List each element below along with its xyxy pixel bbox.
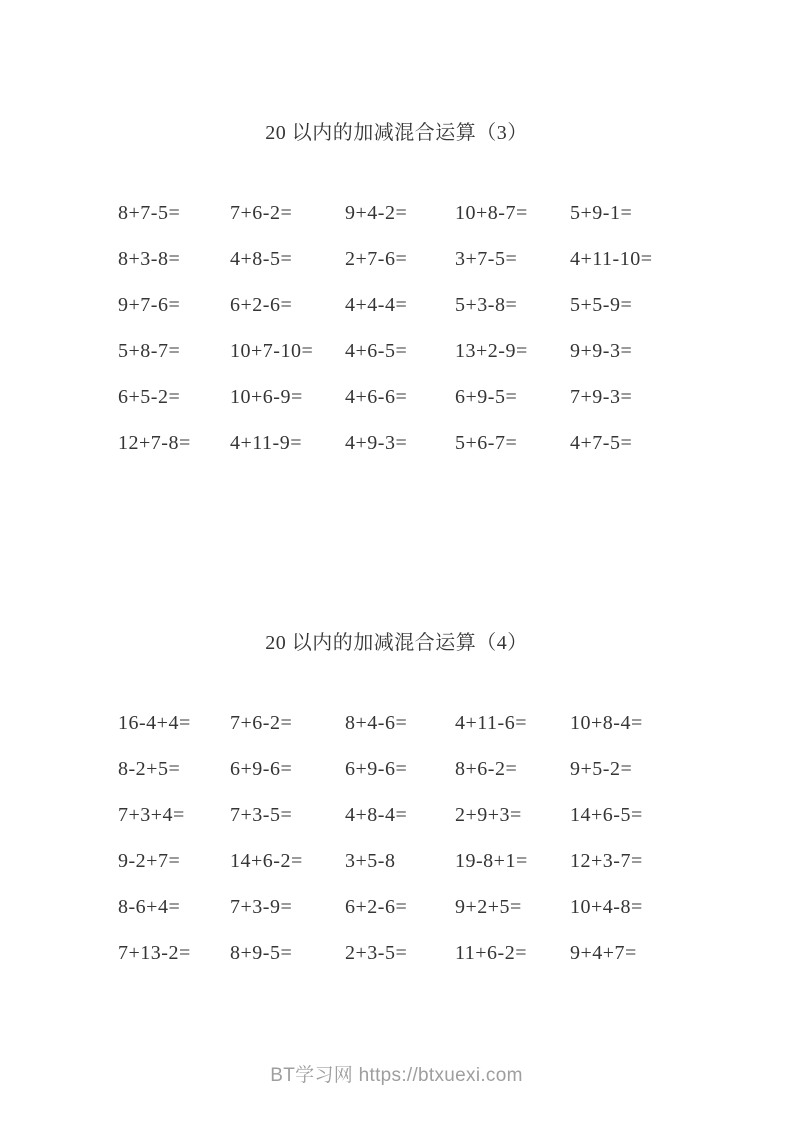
problem-cell: 19-8+1= xyxy=(455,849,528,872)
problem-cell: 9+2+5= xyxy=(455,895,522,918)
problem-cell: 4+6-6= xyxy=(345,385,408,408)
problem-cell: 7+9-3= xyxy=(570,385,633,408)
problem-cell: 10+4-8= xyxy=(570,895,643,918)
problem-cell: 3+5-8 xyxy=(345,849,396,872)
problem-cell: 4+8-5= xyxy=(230,247,293,270)
problem-cell: 5+9-1= xyxy=(570,201,633,224)
problem-cell: 6+9-6= xyxy=(345,757,408,780)
problem-cell: 5+5-9= xyxy=(570,293,633,316)
problem-cell: 8+3-8= xyxy=(118,247,181,270)
problem-cell: 8+4-6= xyxy=(345,711,408,734)
problem-cell: 10+8-4= xyxy=(570,711,643,734)
problem-cell: 7+3+4= xyxy=(118,803,185,826)
problem-cell: 3+7-5= xyxy=(455,247,518,270)
problem-cell: 6+9-5= xyxy=(455,385,518,408)
problem-cell: 5+3-8= xyxy=(455,293,518,316)
problem-cell: 14+6-2= xyxy=(230,849,303,872)
problem-cell: 6+9-6= xyxy=(230,757,293,780)
problem-cell: 4+6-5= xyxy=(345,339,408,362)
problem-cell: 5+6-7= xyxy=(455,431,518,454)
footer-credit: BT学习网 https://btxuexi.com xyxy=(270,1065,523,1086)
problem-cell: 9+9-3= xyxy=(570,339,633,362)
problem-cell: 10+6-9= xyxy=(230,385,303,408)
problem-cell: 4+7-5= xyxy=(570,431,633,454)
problem-cell: 7+13-2= xyxy=(118,941,191,964)
problem-cell: 9+7-6= xyxy=(118,293,181,316)
problem-cell: 4+8-4= xyxy=(345,803,408,826)
problem-cell: 9+4+7= xyxy=(570,941,637,964)
problem-cell: 13+2-9= xyxy=(455,339,528,362)
problem-cell: 9-2+7= xyxy=(118,849,181,872)
problem-cell: 8+7-5= xyxy=(118,201,181,224)
problem-grid-section-3 xyxy=(118,190,743,466)
problem-cell: 6+2-6= xyxy=(345,895,408,918)
problem-cell: 4+11-9= xyxy=(230,431,302,454)
problem-cell: 6+2-6= xyxy=(230,293,293,316)
problem-cell: 2+3-5= xyxy=(345,941,408,964)
problem-cell: 9+5-2= xyxy=(570,757,633,780)
problem-cell: 6+5-2= xyxy=(118,385,181,408)
problem-cell: 8+9-5= xyxy=(230,941,293,964)
problem-cell: 2+7-6= xyxy=(345,247,408,270)
problem-cell: 4+11-10= xyxy=(570,247,653,270)
problem-cell: 4+4-4= xyxy=(345,293,408,316)
problem-cell: 7+6-2= xyxy=(230,711,293,734)
problem-cell: 4+9-3= xyxy=(345,431,408,454)
problem-cell: 12+7-8= xyxy=(118,431,191,454)
problem-cell: 9+4-2= xyxy=(345,201,408,224)
problem-cell: 8-6+4= xyxy=(118,895,181,918)
problem-cell: 10+7-10= xyxy=(230,339,314,362)
problem-cell: 11+6-2= xyxy=(455,941,527,964)
worksheet-title-section-3: 20 以内的加减混合运算（3） xyxy=(265,122,528,145)
problem-cell: 5+8-7= xyxy=(118,339,181,362)
problem-cell: 14+6-5= xyxy=(570,803,643,826)
problem-cell: 2+9+3= xyxy=(455,803,522,826)
problem-cell: 7+3-9= xyxy=(230,895,293,918)
problem-cell: 4+11-6= xyxy=(455,711,527,734)
problem-cell: 7+3-5= xyxy=(230,803,293,826)
worksheet-title-section-4: 20 以内的加减混合运算（4） xyxy=(265,632,528,655)
problem-grid-section-4 xyxy=(118,700,743,976)
problem-cell: 8-2+5= xyxy=(118,757,181,780)
problem-cell: 16-4+4= xyxy=(118,711,191,734)
problem-cell: 10+8-7= xyxy=(455,201,528,224)
problem-cell: 7+6-2= xyxy=(230,201,293,224)
problem-cell: 8+6-2= xyxy=(455,757,518,780)
problem-cell: 12+3-7= xyxy=(570,849,643,872)
